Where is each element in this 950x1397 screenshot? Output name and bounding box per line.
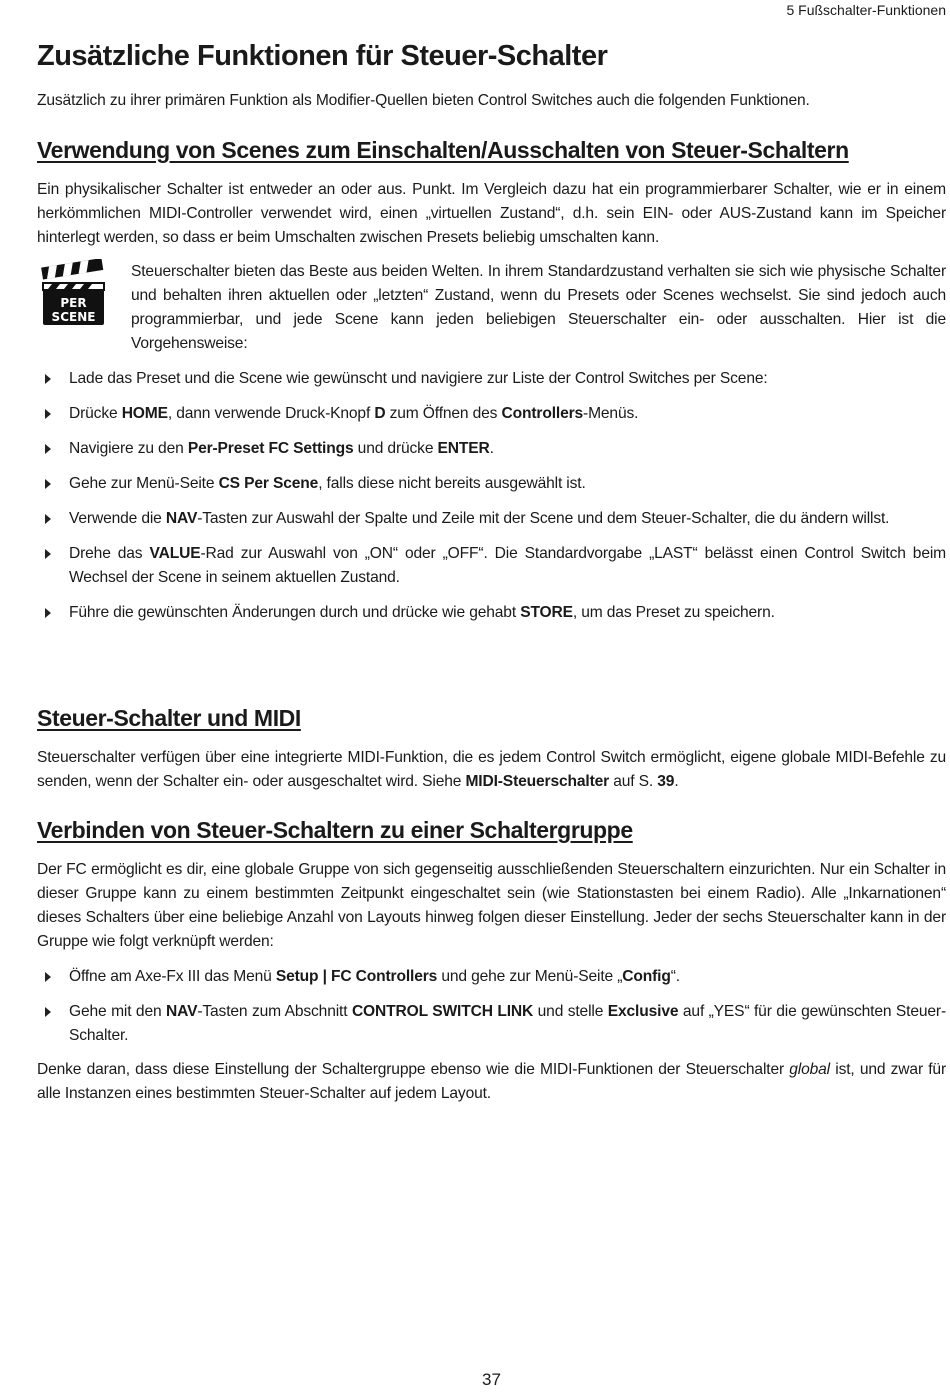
intro-paragraph: Zusätzlich zu ihrer primären Funktion als Modifier-Quellen bieten Control Switches auch die folgenden Funktionen. bbox=[37, 92, 810, 109]
steps-list-group bbox=[37, 965, 946, 1059]
text-run: . bbox=[674, 773, 679, 790]
bold-term: NAV bbox=[166, 1003, 198, 1020]
bullet-triangle-icon bbox=[45, 479, 51, 489]
list-item bbox=[37, 542, 946, 590]
list-item bbox=[37, 507, 946, 531]
section-heading-group: Verbinden von Steuer-Schaltern zu einer Schaltergruppe bbox=[37, 817, 633, 843]
text-run: , dann verwende Druck-Knopf bbox=[167, 405, 375, 422]
bullet-triangle-icon bbox=[45, 374, 51, 384]
text-run: Drücke bbox=[69, 405, 122, 422]
text-run: -Rad zur Auswahl von „ON“ oder „OFF“. Die Standardvorgabe „LAST“ belässt einen Control Switch beim Wechsel der Scene in seinem aktuellen Zustand. bbox=[69, 545, 946, 586]
text-run: Lade das Preset und die Scene wie gewünscht und navigiere zur Liste der Control Switches per Scene: bbox=[69, 370, 768, 387]
bullet-triangle-icon bbox=[45, 444, 51, 454]
list-item bbox=[37, 472, 946, 496]
page-title: Zusätzliche Funktionen für Steuer-Schalter bbox=[37, 40, 608, 72]
per-scene-icon bbox=[40, 259, 106, 327]
text-run: ist, und zwar für alle Instanzen eines bestimmten Steuer-Schalter auf jedem Layout. bbox=[37, 1061, 946, 1102]
text-run: auf „YES“ für die gewünschten Steuer-Schalter. bbox=[69, 1003, 946, 1044]
bullet-triangle-icon bbox=[45, 608, 51, 618]
text-run: auf S. bbox=[609, 773, 658, 790]
text-run: und drücke bbox=[353, 440, 438, 457]
bold-term: 39 bbox=[657, 773, 675, 790]
bold-term: CS Per Scene bbox=[218, 475, 319, 492]
text-run: Führe die gewünschten Änderungen durch und drücke wie gehabt bbox=[69, 604, 521, 621]
list-item bbox=[37, 402, 946, 426]
page-number: 37 bbox=[482, 1370, 501, 1389]
text-run: -Tasten zur Auswahl der Spalte und Zeile mit der Scene und dem Steuer-Schalter, die du ändern willst. bbox=[197, 510, 890, 527]
text-run: -Menüs. bbox=[583, 405, 639, 422]
text-run: und gehe zur Menü-Seite „ bbox=[437, 968, 623, 985]
bold-term: HOME bbox=[121, 405, 168, 422]
section-scenes-paragraph: Ein physikalischer Schalter ist entweder an oder aus. Punkt. Im Vergleich dazu hat ein programmierbarer Schalter, wie er in einem herkömmlichen MIDI-Controller verwendet wird, einen „virtuellen Zustand“, d.h. sein EIN- oder AUS-Zustand kann im Speicher hinterlegt werden, so dass er beim Umschalten zwischen Presets beliebig umschalten kann. bbox=[37, 181, 946, 246]
bold-term: MIDI-Steuerschalter bbox=[465, 773, 610, 790]
list-item bbox=[37, 437, 946, 461]
per-scene-icon-bottom: SCENE bbox=[51, 310, 96, 324]
bullet-triangle-icon bbox=[45, 1007, 51, 1017]
list-item bbox=[37, 965, 946, 989]
bold-term: VALUE bbox=[149, 545, 201, 562]
bullet-triangle-icon bbox=[45, 409, 51, 419]
text-run: und stelle bbox=[533, 1003, 608, 1020]
steps-list-scenes bbox=[37, 367, 946, 636]
section-heading-midi: Steuer-Schalter und MIDI bbox=[37, 705, 301, 731]
section-group-paragraph: Der FC ermöglicht es dir, eine globale Gruppe von sich gegenseitig ausschließenden Steuerschaltern einzurichten. Nur ein Schalter in dieser Gruppe kann zu einem bestimmten Zeitpunkt eingeschaltet sein (wie Stationstasten bei einem Radio). Alle „Inkarnationen“ dieses Schalters über eine beliebige Anzahl von Layouts hinweg folgen dieser Einstellung. Jeder der sechs Steuerschalter kann in der Gruppe wie folgt verknüpft werden: bbox=[37, 861, 946, 950]
bold-term: Controllers bbox=[501, 405, 584, 422]
text-run: Drehe das bbox=[69, 545, 150, 562]
text-run: Steuerschalter verfügen über eine integrierte MIDI-Funktion, die es jedem Control Switch ermöglicht, eigene globale MIDI-Befehle zu senden, wenn der Schalter ein- oder ausgeschaltet wird. Siehe bbox=[37, 749, 946, 790]
chapter-header: 5 Fußschalter-Funktionen bbox=[786, 2, 946, 18]
text-run: Verwende die bbox=[69, 510, 166, 527]
closing-paragraph bbox=[37, 1058, 946, 1106]
bold-term: Per-Preset FC Settings bbox=[187, 440, 354, 457]
text-run: Gehe mit den bbox=[69, 1003, 167, 1020]
text-run: -Tasten zum Abschnitt bbox=[197, 1003, 352, 1020]
list-item bbox=[37, 1000, 946, 1048]
section-heading-scenes: Verwendung von Scenes zum Einschalten/Ausschalten von Steuer-Schaltern bbox=[37, 137, 849, 163]
section-midi-paragraph bbox=[37, 746, 946, 794]
bold-term: Exclusive bbox=[607, 1003, 679, 1020]
bold-term: D bbox=[374, 405, 386, 422]
text-run: , falls diese nicht bereits ausgewählt ist. bbox=[318, 475, 586, 492]
list-item bbox=[37, 367, 946, 391]
text-run: “. bbox=[670, 968, 680, 985]
bold-term: NAV bbox=[165, 510, 198, 527]
bullet-triangle-icon bbox=[45, 972, 51, 982]
bold-term: STORE bbox=[520, 604, 573, 621]
text-run: Gehe zur Menü-Seite bbox=[69, 475, 219, 492]
text-run: Öffne am Axe-Fx III das Menü bbox=[69, 968, 276, 985]
bold-term: Config bbox=[622, 968, 671, 985]
bullet-triangle-icon bbox=[45, 549, 51, 559]
text-run: Denke daran, dass diese Einstellung der Schaltergruppe ebenso wie die MIDI-Funktionen der Steuerschalter bbox=[37, 1061, 790, 1078]
italic-term: global bbox=[789, 1061, 831, 1078]
text-run: . bbox=[489, 440, 494, 457]
text-run: Navigiere zu den bbox=[69, 440, 188, 457]
per-scene-icon-top: PER bbox=[60, 296, 87, 310]
bold-term: ENTER bbox=[437, 440, 490, 457]
text-run: , um das Preset zu speichern. bbox=[572, 604, 775, 621]
bold-term: Setup | FC Controllers bbox=[275, 968, 438, 985]
tip-paragraph: Steuerschalter bieten das Beste aus beiden Welten. In ihrem Standardzustand verhalten sie sich wie physische Schalter und behalten ihren aktuellen oder „letzten“ Zustand, wenn du Presets oder Scenes wechselst. Sie sind jedoch auch programmierbar, und jede Scene kann jeden beliebigen Steuerschalter ein- oder ausschalten. Hier ist die Vorgehensweise: bbox=[131, 263, 946, 352]
list-item bbox=[37, 601, 946, 625]
bold-term: CONTROL SWITCH LINK bbox=[351, 1003, 534, 1020]
bullet-triangle-icon bbox=[45, 514, 51, 524]
text-run: zum Öffnen des bbox=[385, 405, 502, 422]
